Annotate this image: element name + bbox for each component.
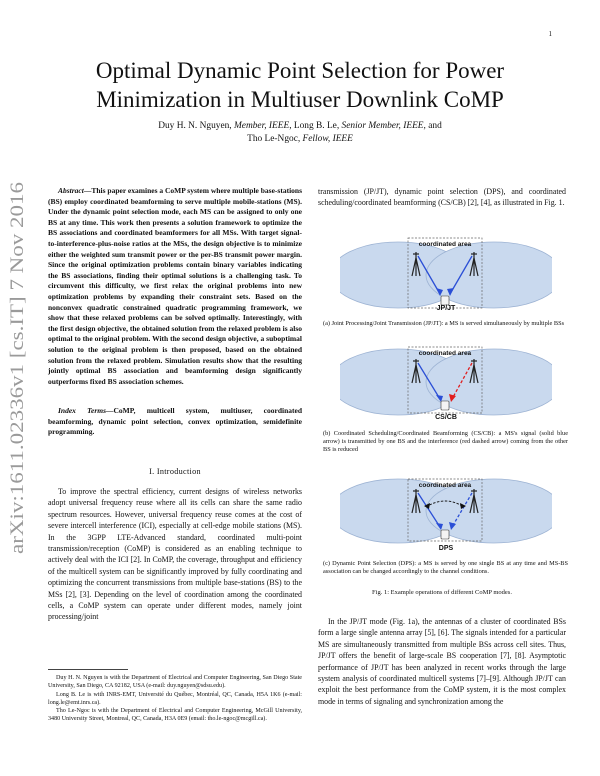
- coordinated-area-label: coordinated area: [418, 241, 472, 248]
- title-line-1: Optimal Dynamic Point Selection for Power: [95, 58, 505, 83]
- figure-panel-dps: [340, 477, 552, 551]
- paper-title: [40, 56, 560, 114]
- arxiv-stamp: [3, 182, 31, 554]
- index-terms-label: Index Terms: [58, 406, 106, 415]
- coordinated-area-label: coordinated area: [418, 350, 472, 357]
- abstract: [48, 186, 302, 387]
- abstract-label: Abstract: [58, 186, 84, 195]
- abstract-text: —This paper examines a CoMP system where multiple base-stations (BS) employ coordinated beamforming to serve multiple mobile-stations (MS). Under the dynamic point selection mode, each MS can be assigned to only one BS at any time. This work then presents a solution framework to optimize the BS associations and coordinated beamformers for all MSs. With target signal-to-interference-plus-noise ratios at the MSs, the design objective is to minimize either the weighted sum transmit power or the per-BS transmit power margin. Since the original optimization problems contain binary variables indicating the BS associations, finding their optimal solutions is a challenging task. To circumvent this difficulty, we first relax the original problems into new optimization problems by expanding their constraint sets. Based on the nonconvex quadratic constrained quadratic programming framework, we show that these relaxed problems can be solved optimally. Interestingly, with the first design objective, the obtained solution from the relaxed problem is also optimal to the original problem. With the second design objective, a suboptimal solution to the original problem is then proposed, based on the obtained solution from the relaxed problem. Simulation results show that the resulting jointly optimal BS association and beamforming design significantly outperforms fixed BS association schemes.: [48, 186, 302, 386]
- author-role: Senior Member, IEEE: [341, 121, 424, 131]
- author-text: , Long B. Le,: [289, 121, 342, 131]
- footnote: Duy H. N. Nguyen is with the Department of Electrical and Computer Engineering, San Diego State University, San Diego, CA 92182, USA (e-mail: duy.nguyen@sdsu.edu).: [48, 675, 302, 690]
- figure-panel-cscb: [340, 345, 552, 419]
- section-heading: I. Introduction: [149, 467, 201, 476]
- cscb-diagram: [340, 345, 552, 419]
- author-text: Tho Le-Ngoc,: [247, 134, 303, 144]
- figure-panel-jpjt: [340, 236, 552, 310]
- mode-label: JP/JT: [436, 305, 456, 310]
- right-body-paragraph: In the JP/JT mode (Fig. 1a), the antennas of a cluster of coordinated BSs form a large single antenna array [5], [6]. The signals intended for a particular MS are simultaneously transmitted from multiple BSs across cell sites. Thus, JP/JT offers the benefit of large-scale BS cooperation [7], [8]. Asymptotic performance of JP/JT has been analyzed in recent works through the large system analysis of coordinated multicell systems [7]–[9]. Although JP/JT can exploit the best performance from the CoMP system, it is the most complex mode in terms of signaling and synchronization among the: [318, 617, 566, 706]
- author-role: Fellow, IEEE: [302, 134, 353, 144]
- coordinated-area-label: coordinated area: [418, 482, 472, 489]
- author-role: Member, IEEE: [234, 121, 290, 131]
- index-terms-text: —CoMP, multicell system, multiuser, coordinated beamforming, dynamic point selection, convex optimization, semidefinite programming.: [48, 406, 303, 437]
- arxiv-stamp-text: arXiv:1611.02336v1 [cs.IT] 7 Nov 2016: [8, 254, 28, 554]
- subcaption-b: (b) Coordinated Scheduling/Coordinated Beamforming (CS/CB): a MS's signal (solid blue arrow) is transmitted by one BS and the interference (red dashed arrow) coming from the other BS is reduced: [323, 430, 568, 454]
- mobile-station-icon: [441, 401, 449, 410]
- right-column-intro: [318, 186, 566, 209]
- subcaption-a: (a) Joint Processing/Joint Transmission (JP/JT): a MS is served simultaneously by multiple BSs: [323, 320, 565, 327]
- footnotes: [48, 674, 302, 724]
- mode-label: CS/CB: [435, 414, 457, 419]
- author-text: Duy H. N. Nguyen,: [158, 121, 234, 131]
- mobile-station-icon: [441, 296, 449, 305]
- figure-caption: Fig. 1: Example operations of different CoMP modes.: [372, 589, 512, 596]
- right-top-paragraph: transmission (JP/JT), dynamic point selection (DPS), and coordinated scheduling/coordinated beamforming (CS/CB) [2], [4], as illustrated in Fig. 1.: [318, 187, 566, 208]
- author-line-1: [60, 120, 540, 133]
- mode-label: DPS: [438, 545, 454, 551]
- introduction: [48, 486, 302, 623]
- page-number: 1: [548, 30, 552, 38]
- author-line-2: [60, 133, 540, 146]
- index-terms-paragraph: [48, 406, 302, 438]
- footnote: Tho Le-Ngoc is with the Department of Electrical and Computer Engineering, McGill University, 3480 University Street, Montreal, QC, Canada, H3A 0E9 (email: tho.le-ngoc@mcgill.ca).: [48, 708, 302, 723]
- subcaption-c: (c) Dynamic Point Selection (DPS): a MS is served by one single BS at any time and MS-BS association can be changed accordingly to the channel conditions.: [323, 560, 568, 576]
- intro-paragraph: To improve the spectral efficiency, current designs of wireless networks adopt universal frequency reuse where all its cells can share the same radio spectrum resources. However, universal frequency reuse comes at the cost of severe intercell interference (ICI), especially at cell-edge mobile stations (MS). In the 3GPP LTE-Advanced standard, coordinated multi-point transmission/reception (CoMP) is considered as an enabling technique to actively deal with the ICI [2]. In CoMP, the coverage, throughput and efficiency of the multicell system can be significantly improved by fully coordinating and optimizing the concurrent transmissions from multiple base-stations (BS) to the MSs [2], [3]. Depending on the level of coordination among the coordinated cells, a CoMP system can operate under different modes, namely joint processing/joint: [48, 487, 302, 622]
- arxiv-stamp-graphic: [3, 182, 31, 554]
- jpjt-diagram: [340, 236, 552, 310]
- dps-diagram: [340, 477, 552, 551]
- footnote-divider: [48, 669, 128, 670]
- author-block: [60, 120, 540, 146]
- right-column-body: [318, 616, 566, 707]
- index-terms: [48, 406, 302, 438]
- author-text: , and: [423, 121, 442, 131]
- footnote: Long B. Le is with INRS-EMT, Université du Québec, Montréal, QC, Canada, H5A 1K6 (e-mail: long.le@emt.inrs.ca).: [48, 691, 302, 706]
- abstract-paragraph: [48, 186, 302, 387]
- mobile-station-icon: [441, 530, 449, 539]
- title-line-2: Minimization in Multiuser Downlink CoMP: [96, 87, 504, 112]
